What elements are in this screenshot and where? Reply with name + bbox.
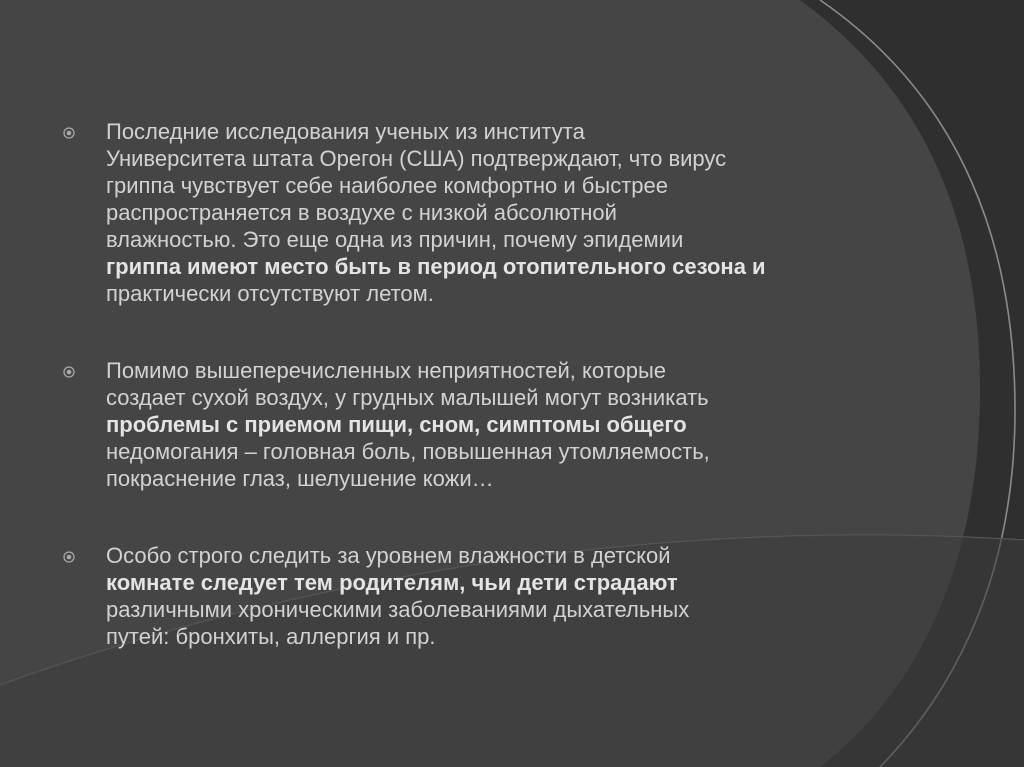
bullet-2-bold-line: проблемы с приемом пищи, сном, симптомы общего [106, 412, 687, 437]
bullet-3-text [106, 542, 880, 650]
bullet-2-line-1: Помимо вышеперечисленных неприятностей, которые [106, 358, 667, 383]
bullet-2-line-2: создает сухой воздух, у грудных малышей могут возникать [106, 385, 709, 410]
bullet-3-tail: различными хроническими заболеваниями дыхательных путей: бронхиты, аллергия и пр. [106, 597, 690, 649]
bullet-3-line-1: Особо строго следить за уровнем влажности в детской [106, 543, 671, 568]
bullet-item-1 [60, 118, 880, 307]
bullet-1-text [106, 118, 880, 307]
bullet-item-3 [60, 542, 880, 650]
bullet-2-tail: недомогания – головная боль, повышенная утомляемость, покраснение глаз, шелушение кожи… [106, 439, 710, 491]
bullet-1-line-3: гриппа чувствует себе наиболее комфортно и быстрее [106, 173, 668, 198]
circle-dot-icon [63, 551, 75, 563]
bullet-2-text [106, 357, 880, 492]
bullet-3-bold-line: комнате следует тем родителям, чьи дети страдают [106, 570, 678, 595]
bullet-1-line-1: Последние исследования ученых из института [106, 119, 585, 144]
bullet-list [60, 118, 880, 700]
circle-dot-icon [63, 127, 75, 139]
bullet-1-line-5: влажностью. Это еще одна из причин, почему эпидемии [106, 227, 684, 252]
bullet-1-line-2: Университета штата Орегон (США) подтверждают, что вирус [106, 146, 727, 171]
bullet-1-line-4: распространяется в воздухе с низкой абсолютной [106, 200, 617, 225]
bullet-item-2 [60, 357, 880, 492]
circle-dot-icon [63, 366, 75, 378]
bullet-1-bold-line: гриппа имеют место быть в период отопительного сезона и [106, 254, 766, 279]
bullet-1-tail: практически отсутствуют летом. [106, 281, 434, 306]
